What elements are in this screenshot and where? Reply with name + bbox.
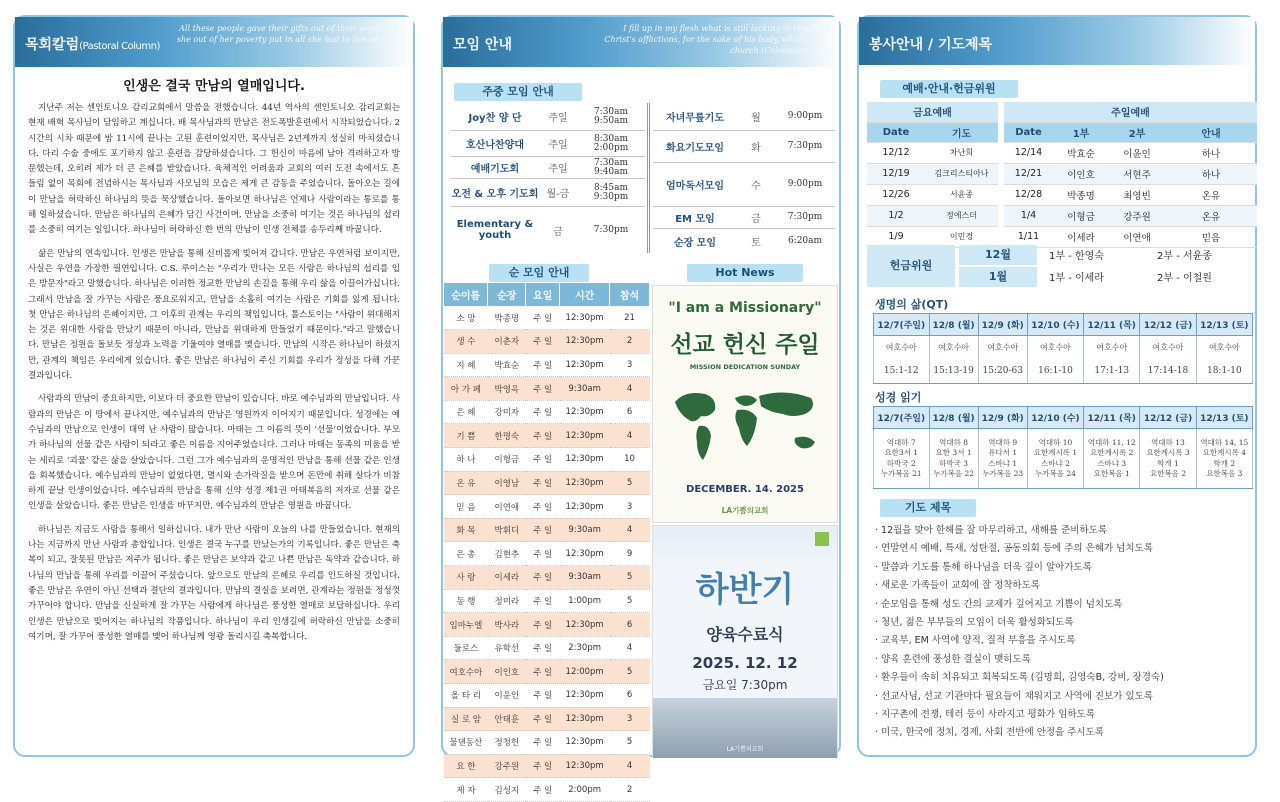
service-prayer-panel <box>857 15 1257 757</box>
weekly-row: 화요기도모임 화 7:30pm <box>653 131 835 163</box>
prayer-item: · 지구촌에 전쟁, 테러 등이 사라지고 평화가 임하도록 <box>875 706 1247 724</box>
small-group-row: 제 자 김성지 주 일 2:00pm 2 <box>444 778 650 802</box>
bible-reading-title: 성경 읽기 <box>875 391 922 404</box>
small-group-row: 물댄동산 정청헌 주 일 12:30pm 5 <box>444 731 650 755</box>
bible-reading-cell: 역대하 14, 15 요한계시록 4 학개 2 요한복음 3 <box>1196 429 1252 489</box>
bible-day-header: 12/9 (화) <box>978 407 1027 429</box>
service-row: 1/2 정에스더 1/4 이형금 강주원 온유 <box>867 205 1257 226</box>
column-paragraph-2: 삶은 만남의 연속입니다. 인생은 만남을 통해 신비롭게 빚어져 갑니다. 만남은 우연처럼 보이지만, 사실은 우연을 가장한 필연입니다. C.S. 루이스는 "우리가 만나는 모든 사람은 하나님의 섭리를 입은 방문자"라고 말했습니다. 하나님은 이러한 정교한 만남의 손길을 통해 우리 삶을 이끌어가십니다. 그래서 만남을 잘 가꾸는 사람은 풍요로워지고, 만남을 소홀히 여기는 사람은 기회를 잃게 됩니다. 첫 만남은 하나님의 은혜이지만, 그 이후의 관계는 우리의 책임입니다. 톨스토이는 "사람이 위대해지는 것은 위대한 사람을 만났기 때문이 아니라, 만남을 위대하게 만들었기 때문이다."라고 말했습니다. 만남은 정원을 돌보듯 정성과 노력을 기울여야 열매를 맺습니다. 만남의 시작은 하나님이 하셨지만, 관계의 책임은 우리에게 있습니다. 좋은 만남은 하나님이 주신 기회를 우리가 정성을 다해 가꾼 결과입니다. <box>28 248 401 382</box>
weekly-row: Elementary & youth 금 7:30pm <box>456 219 629 241</box>
prayer-item: · 새로운 가족들이 교회에 잘 정착하도록 <box>875 577 1247 595</box>
poster-title: 선교 헌신 주일 <box>670 332 820 358</box>
qt-day-header: 12/10 (수) <box>1027 314 1083 336</box>
weekly-row: 엄마독서모임 수 9:00pm <box>653 163 835 207</box>
small-group-row: 화 목 박휘디 주 일 9:30am 4 <box>444 518 650 542</box>
bible-day-header: 12/8 (월) <box>929 407 978 429</box>
bible-reading-cell: 역대하 8 요한 3서 1 하박국 3 누가복음 22 <box>929 429 978 489</box>
qt-day-header: 12/8 (월) <box>929 314 978 336</box>
bible-reading-cell: 역대하 10 요한계시록 1 스바냐 2 누가복음 24 <box>1027 429 1083 489</box>
small-group-row: 아 가 페 박영옥 주 일 9:30am 4 <box>444 377 650 401</box>
church-cross-icon <box>815 532 829 546</box>
prayer-item: · 청년, 젊은 부부들의 모임이 더욱 활성화되도록 <box>875 614 1247 632</box>
qt-day-header: 12/13 (토) <box>1196 314 1252 336</box>
service-prayer-title: 봉사안내 / 기도제목 <box>869 37 993 53</box>
qt-day-header: 12/9 (화) <box>978 314 1027 336</box>
small-groups-body <box>444 306 650 801</box>
bible-reading-table <box>873 406 1253 489</box>
header-verse: I fill up in my flesh what is still lacking in regard to Christ's afflictions, for the sake of his body, which is the church (Colossians 1:24) <box>604 24 831 55</box>
weekly-meetings-table <box>451 103 835 255</box>
sunday-worship-header: 주일예배 <box>1001 102 1257 122</box>
prayer-item: · 12월을 맞아 한해를 잘 마무리하고, 새해를 준비하도록 <box>875 522 1247 540</box>
poster2-subtitle: 양육수료식 <box>706 625 784 644</box>
weekly-table-divider <box>647 103 650 253</box>
prayer-title: 기도 제목 <box>880 499 976 517</box>
prayer-item: · 교육부, EM 사역에 양적, 질적 부흥을 주시도록 <box>875 632 1247 650</box>
small-groups-table <box>444 283 650 802</box>
qt-day-header: 12/12 (금) <box>1140 314 1196 336</box>
bible-reading-cell: 역대하 7 요한3서 1 하박국 2 누가복음 21 <box>874 429 930 489</box>
service-section-title: 예배·안내·헌금위원 <box>880 80 1018 98</box>
prayer-list <box>875 522 1247 743</box>
small-groups-title: 순 모임 안내 <box>489 264 589 282</box>
small-group-row: 실 로 암 안태훈 주 일 12:30pm 3 <box>444 707 650 731</box>
weekly-row: 호산나찬양대 주일 8:30am 2:00pm <box>451 131 645 157</box>
small-group-row: 임마누엘 박사라 주 일 12:30pm 6 <box>444 613 650 637</box>
graduation-poster <box>652 525 838 757</box>
small-group-row: 여호수아 이인호 주 일 12:00pm 5 <box>444 660 650 684</box>
small-group-row: 은 혜 강미자 주 일 12:30pm 6 <box>444 400 650 424</box>
meeting-info-header <box>443 17 839 67</box>
pastoral-column-header <box>15 17 413 67</box>
weekly-row: 순장 모임 토 6:20am <box>673 235 823 249</box>
poster-church-logo: LA기쁨의교회 <box>721 506 769 515</box>
service-row: 12/19 김크리스티아나 12/21 이인호 서현주 하나 <box>867 163 1257 184</box>
bible-reading-cell: 역대하 11, 12 요한계시록 2 스바냐 3 요한복음 1 <box>1084 429 1140 489</box>
qt-day-header: 12/7(주일) <box>874 314 930 336</box>
hot-news-title: Hot News <box>687 264 803 282</box>
service-table-body <box>867 142 1257 247</box>
header-verse: All these people gave their gifts out of their wealth; but she out of her poverty put in all she had to live on (Luke 21:4) <box>176 24 405 55</box>
prayer-item: · 미국, 한국에 정치, 경제, 사회 전반에 안정을 주시도록 <box>875 724 1247 742</box>
weekly-row: Joy찬 양 단 주일 7:30am 9:50am <box>451 103 645 131</box>
bible-day-header: 12/12 (금) <box>1140 407 1196 429</box>
meeting-info-panel <box>441 15 841 796</box>
offering-label: 헌금위원 <box>867 245 955 287</box>
prayer-item: · 말씀과 기도를 통해 하나님을 더욱 깊이 알아가도록 <box>875 559 1247 577</box>
prayer-item: · 양육 훈련에 풍성한 결실이 맺히도록 <box>875 651 1247 669</box>
qt-day-header: 12/11 (목) <box>1084 314 1140 336</box>
small-group-row: 올 타 리 이윤인 주 일 12:30pm 6 <box>444 684 650 708</box>
column-title-text: 목회칼럼 <box>25 37 80 53</box>
poster-slogan: "I am a Missionary" <box>668 300 822 316</box>
meeting-info-title: 모임 안내 <box>453 37 512 53</box>
small-group-row: 기 쁨 한명숙 주 일 12:30pm 4 <box>444 424 650 448</box>
small-group-row: 동 행 정미라 주 일 1:00pm 5 <box>444 589 650 613</box>
small-group-row: 사 랑 이세라 주 일 9:30am 5 <box>444 566 650 590</box>
poster2-time: 금요일 7:30pm <box>702 678 788 692</box>
small-group-row: 믿 음 이연애 주 일 12:30pm 3 <box>444 495 650 519</box>
small-group-row: 지 혜 박효순 주 일 12:30pm 3 <box>444 353 650 377</box>
qt-title: 생명의 삶(QT) <box>875 298 949 311</box>
service-row: 12/12 차난희 12/14 박효순 이윤인 하나 <box>867 142 1257 163</box>
bible-reading-cell: 역대하 13 요한계시록 3 학개 1 요한복음 2 <box>1140 429 1196 489</box>
small-group-row: 은 총 김현추 주 일 12:30pm 9 <box>444 542 650 566</box>
small-group-row: 하 나 이형금 주 일 12:30pm 10 <box>444 448 650 472</box>
column-body <box>28 101 400 653</box>
column-subtitle-text: (Pastoral Column) <box>79 41 160 52</box>
weekly-meetings-title: 주중 모임 안내 <box>454 83 582 101</box>
bible-reading-cell: 역대하 9 유다서 1 스바냐 1 누가복음 23 <box>978 429 1027 489</box>
column-paragraph-4: 하나님은 지금도 사람을 통해서 일하십니다. 내가 만난 사람이 오늘의 나를 만들었습니다. 현재의 나는 지금까지 만난 사람과 총합입니다. 인생은 결국 누구를 만났는가의 기록입니다. 좋은 만남은 축복이 되고, 잘못된 만남은 저주가 됩니다. 좋은 만남은 보약과 같고 나쁜 만남은 독약과 같습니다. 하나님의 만남을 통해 우리를 이끌어 주셨습니다. 앞으로도 만남의 은혜로 우리를 인도하실 것입니다. 좋은 만남은 우연이 아닌 선택과 결단의 결과입니다. 만남의 결실을 보려면, 관계라는 정원을 정성껏 가꾸어야 합니다. 만남을 신실하게 잘 가꾸는 사람에게 하나님은 풍성한 열매로 보답하십니다. 우리 인생은 만남으로 빚어지는 하나님의 작품입니다. 하나님이 우리 인생길에 허락하신 만남을 소중히 여기며, 잘 가꾸어 풍성한 열매를 맺어 하나님께 영광 돌리시길 축복합니다. <box>28 524 400 642</box>
weekly-row: 예배기도회 주일 7:30am 9:40am <box>451 157 645 179</box>
world-map-icon <box>665 384 827 466</box>
pastoral-column-panel <box>13 15 415 757</box>
prayer-item: · 순모임을 통해 성도 간의 교제가 깊어지고 기쁨이 넘치도록 <box>875 596 1247 614</box>
poster2-church-logo: LA기쁨의교회 <box>726 746 764 753</box>
qt-table: 12/7(주일) 12/8 (월) 12/9 (화) 12/10 (수) 12/11 (목) 12/12 (금) 12/13 (토) 여호수아 여호수아 여호수아 여호수아 여호수아 여호수아 여호수아 15:1-12 15:13-19 15:20-63 16:1-10 17:1-13 17:14-18 18:1-10 <box>873 313 1253 384</box>
small-group-row: 온 유 이영남 주 일 12:30pm 5 <box>444 471 650 495</box>
friday-worship-header: 금요예배 <box>867 102 1001 122</box>
offering-committee: 헌금위원 12월 1월 1부 - 한영숙 2부 - 서윤종 1부 - 이세라 2부 - 이철원 <box>867 245 1257 287</box>
poster-date: DECEMBER. 14. 2025 <box>686 484 804 495</box>
poster-subtitle: MISSION DEDICATION SUNDAY <box>689 363 801 371</box>
poster2-date: 2025. 12. 12 <box>692 654 798 672</box>
prayer-item: · 환우들이 속히 치유되고 회복되도록 (김명희, 김영숙B, 강비, 장경숙) <box>875 669 1247 687</box>
small-group-row: 생 수 이춘자 주 일 12:30pm 2 <box>444 330 650 354</box>
weekly-row: 오전 & 오후 기도회 월-금 8:45am 9:30pm <box>451 179 645 207</box>
weekly-row: EM 모임 금 7:30pm <box>653 207 835 229</box>
column-paragraph-3: 사람과의 만남이 중요하지만, 이보다 더 중요한 만남이 있습니다. 바로 예수님과의 만남입니다. 사람과의 만남은 이 땅에서 끝나지만, 예수님과의 만남은 영원까지 이어지기 때문입니다. 성경에는 예수님과의 만남으로 인생이 대역 난 사람이 많습니다. 마태는 그 이름의 뜻이 '선물'이었습니다. 부모가 하나님의 선물 같은 사람이 되라고 좋은 이름을 지어주었습니다. 그러나 마태는 동족의 미움을 받는 세리로 '괴물' 같은 삶을 살았습니다. 그런 그가 예수님과의 운명적인 만남을 통해 선물 같은 인생을 회복했습니다. 예수님과의 만남이 없었다면, 멸시와 손가락질을 받으며 돈만에 취해 살다가 비참하게 끝날 인생이었습니다. 예수님과의 만남을 통해 신약 성경 제1권 마태복음의 저자로 선물 같은 인생을 살았습니다. 좋은 만남은 인생을 바꾸지만, 예수님과의 만남은 영원을 바꿉니다. <box>28 394 401 512</box>
bible-day-header: 12/10 (수) <box>1027 407 1083 429</box>
service-row: 1/9 이민경 1/11 이세라 이연애 믿음 <box>867 226 1257 247</box>
poster2-title: 하반기 <box>695 570 795 610</box>
service-row: 12/26 서윤종 12/28 박종명 최영빈 온유 <box>867 184 1257 205</box>
small-group-row: 요 한 강주원 주 일 12:30pm 4 <box>444 754 650 778</box>
sermon-title: 인생은 결국 만남의 열매입니다. <box>123 79 305 94</box>
bible-day-header: 12/11 (목) <box>1084 407 1140 429</box>
pastoral-column-title <box>25 34 160 54</box>
column-paragraph-1: 지난주 저는 센인토니오 감리교회에서 말씀을 전했습니다. 44년 역사의 센인토니오 감리교회는 현재 배혁 목사님이 담임하고 계십니다. 배 목사님과의 만남은 전도폭발훈련에서 시작되었습니다. 2시간의 시차 때문에 밤 11시에 끝나는 고된 훈련이었지만, 목사님은 2년게까지 성실히 마치셨습니다. 다리 수술 중에도 포기하지 않고 훈련을 감당하셨습니다. 그 헌신이 마음에 남아 격려하고자 방문했는데, 오히려 제가 더 큰 은혜를 받았습니다. 육체적인 어려움과 교회의 여러 도전 속에서도 흔들림 없이 목회에 전념하시는 목사님과 사모님의 모습은 제게 큰 감동을 주었습니다. 돌아오는 길에 이 만남을 허락하신 하나님의 뜻을 묵상했습니다. 돌아보면 하나님은 언제나 사람이라는 통로를 통해 일하셨습니다. 만남은 하나님의 은혜가 담긴 사건이며, 만남을 소중히 여기는 것은 하나님의 섭리를 소중히 여기는 일입니다. 하나님이 허락하신 한 번의 만남이 인생 전체를 송두리째 바꿉니다. <box>28 103 400 236</box>
bible-day-header: 12/7(주일) <box>874 407 930 429</box>
small-groups-header-row: 순이름 순장 요일 시간 참석 <box>444 283 650 306</box>
service-table: 금요예배 주일예배 Date 기도 Date 1부 2부 안내 12/12 차난희 12/14 박효순 이윤인 하나 12/19 김크리스티아나 12/21 이인호 서현주 하나 12/26 서윤종 12/28 박종명 최영빈 온유 1/2 정에스더 1/4 이형금 강주원 온유 1/9 이민경 1/11 이세라 이연애 믿음 <box>867 102 1257 248</box>
small-group-row: 둘로스 유학선 주 일 2:30pm 4 <box>444 636 650 660</box>
service-prayer-header <box>859 17 1255 65</box>
small-group-row: 소 망 박종명 주 일 12:30pm 21 <box>444 306 650 330</box>
prayer-item: · 선교사님, 선교 기관마다 필요들이 채워지고 사역에 진보가 있도록 <box>875 688 1247 706</box>
bible-day-header: 12/13 (토) <box>1196 407 1252 429</box>
prayer-item: · 연말연시 예배, 특새, 성탄절, 공동의회 등에 주의 은혜가 넘치도록 <box>875 540 1247 558</box>
mission-sunday-poster <box>652 285 838 523</box>
weekly-row: 자녀무릎기도 월 9:00pm <box>653 103 835 131</box>
